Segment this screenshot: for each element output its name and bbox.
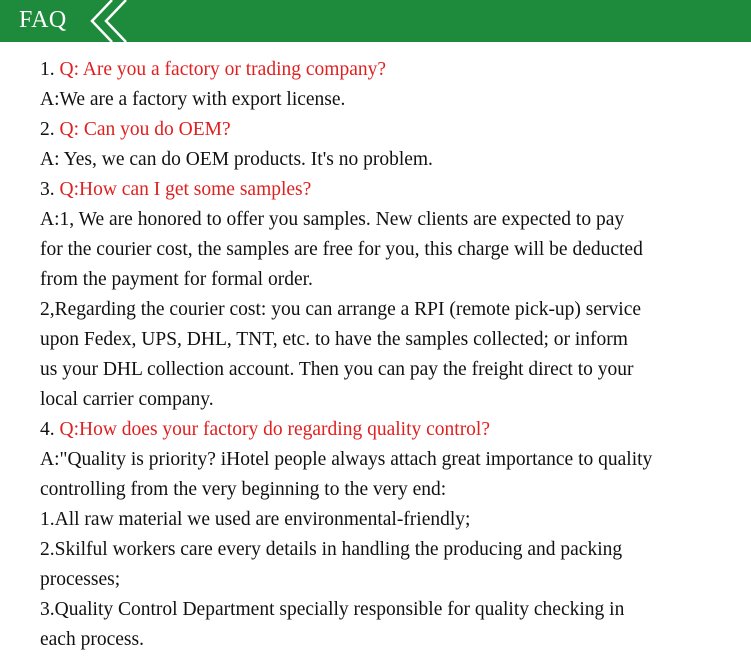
faq-answer: controlling from the very beginning to the very end: (40, 479, 447, 500)
faq-question: 4. Q:How does your factory do regarding quality control? (40, 419, 491, 440)
faq-answer: each process. (40, 629, 144, 650)
faq-answer: upon Fedex, UPS, DHL, TNT, etc. to have the samples collected; or inform (40, 329, 628, 350)
faq-question: 2. Q: Can you do OEM? (40, 119, 231, 140)
faq-answer: for the courier cost, the samples are free for you, this charge will be deducted (40, 239, 643, 260)
faq-answer: processes; (40, 569, 121, 590)
faq-answer: from the payment for formal order. (40, 269, 313, 290)
faq-content (40, 55, 740, 655)
faq-answer: 2.Skilful workers care every details in handling the producing and packing (40, 539, 623, 560)
faq-answer: us your DHL collection account. Then you can pay the freight direct to your (40, 359, 634, 380)
faq-answer: 3.Quality Control Department specially responsible for quality checking in (40, 599, 625, 620)
faq-header (0, 0, 751, 42)
page-title: FAQ (19, 7, 67, 33)
faq-answer: A: Yes, we can do OEM products. It's no problem. (40, 149, 433, 170)
double-chevron-left-icon (90, 0, 138, 42)
faq-answer: 2,Regarding the courier cost: you can arrange a RPI (remote pick-up) service (40, 299, 642, 320)
faq-answer: 1.All raw material we used are environmental-friendly; (40, 509, 471, 530)
faq-question: 1. Q: Are you a factory or trading company? (40, 59, 387, 80)
faq-answer: local carrier company. (40, 389, 214, 410)
faq-answer: A:We are a factory with export license. (40, 89, 346, 110)
faq-question: 3. Q:How can I get some samples? (40, 179, 312, 200)
faq-answer: A:1, We are honored to offer you samples. New clients are expected to pay (40, 209, 625, 230)
faq-answer: A:"Quality is priority? iHotel people always attach great importance to quality (40, 449, 653, 470)
